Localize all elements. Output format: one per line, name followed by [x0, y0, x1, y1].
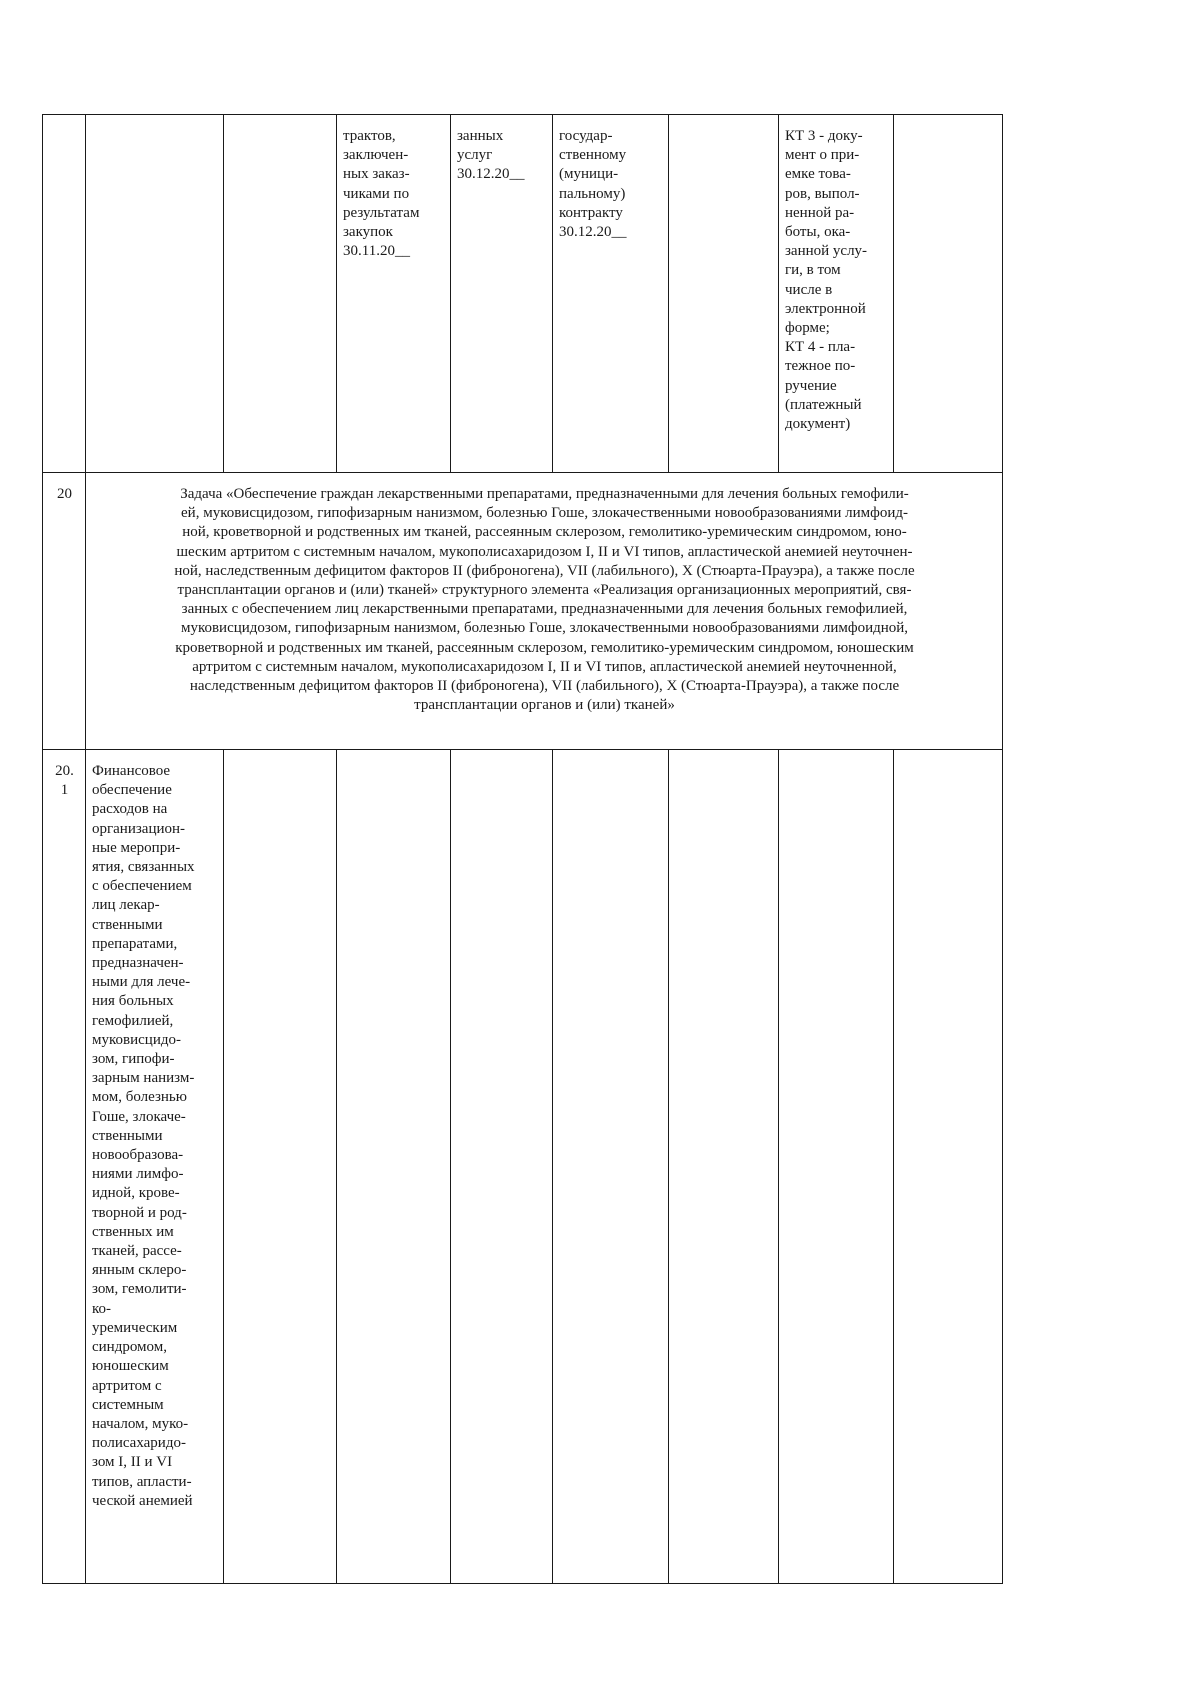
- table-cell: [86, 115, 224, 473]
- state-contract-date-cell: государ- ственному (муници- пальному) контракту 30.12.20__: [553, 115, 669, 473]
- table-row: [43, 115, 1003, 473]
- contract-date-cell: трактов, заключен- ных заказ- чиками по результатам закупок 30.11.20__: [337, 115, 451, 473]
- table-cell: [894, 115, 1003, 473]
- table-cell: [669, 750, 779, 1584]
- table-cell: [337, 750, 451, 1584]
- table-cell: [43, 115, 86, 473]
- control-points-cell: КТ 3 - доку- мент о при- емке това- ров, выпол- ненной ра- боты, ока- занной услу- ги, в том числе в электронной форме; КТ 4 - пла- тежное по- ручение (платежный документ): [779, 115, 894, 473]
- table-cell: [553, 750, 669, 1584]
- item-number: 20. 1: [43, 750, 86, 1584]
- table-cell: [779, 750, 894, 1584]
- task-number: 20: [43, 473, 86, 750]
- table-cell: [451, 750, 553, 1584]
- table-cell: [224, 115, 337, 473]
- document-table: [42, 114, 1003, 1584]
- table-cell: [224, 750, 337, 1584]
- table-cell: [894, 750, 1003, 1584]
- services-date-cell: занных услуг 30.12.20__: [451, 115, 553, 473]
- item-name: Финансовое обеспечение расходов на организацион- ные меропри- ятия, связанных с обеспечением лиц лекар- ственными препаратами, предназначен- ными для лече- ния больных гемофилией, муковисцидо- зом, гипофи- зарным нанизм- мом, болезнью Гоше, злокаче- ственными новообразова- ниями лимфо- идной, крове- творной и род- ственных им тканей, рассе- янным склеро- зом, гемолити- ко- уремическим синдромом, юношеским артритом с системным началом, муко- полисахаридо- зом I, II и VI типов, апласти- ческой анемией: [86, 750, 224, 1584]
- table-row: [43, 750, 1003, 1584]
- table-row: [43, 473, 1003, 750]
- task-description: Задача «Обеспечение граждан лекарственными препаратами, предназначенными для лечения больных гемофили- ей, муковисцидозом, гипофизарным нанизмом, болезнью Гоше, злокачественными новообразованиями лимфоид- ной, кроветворной и родственных им тканей, рассеянным склерозом, гемолитико-уремическим синдромом, юно- шеским артритом с системным началом, мукополисахаридозом I, II и VI типов, апластической анемией неуточнен- ной, наследственным дефицитом факторов II (фиброногена), VII (лабильного), X (Стюарта-Прауэра), а также после трансплантации органов и (или) тканей» структурного элемента «Реализация организационных мероприятий, свя- занных с обеспечением лиц лекарственными препаратами, предназначенными для лечения больных гемофилией, муковисцидозом, гипофизарным нанизмом, болезнью Гоше, злокачественными новообразованиями лимфоидной, кроветворной и родственных им тканей, рассеянным склерозом, гемолитико-уремическим синдромом, юношеским артритом с системным началом, мукополисахаридозом I, II и VI типов, апластической анемией неуточненной, наследственным дефицитом факторов II (фиброногена), VII (лабильного), X (Стюарта-Прауэра), а также после трансплантации органов и (или) тканей»: [86, 473, 1003, 750]
- table-cell: [669, 115, 779, 473]
